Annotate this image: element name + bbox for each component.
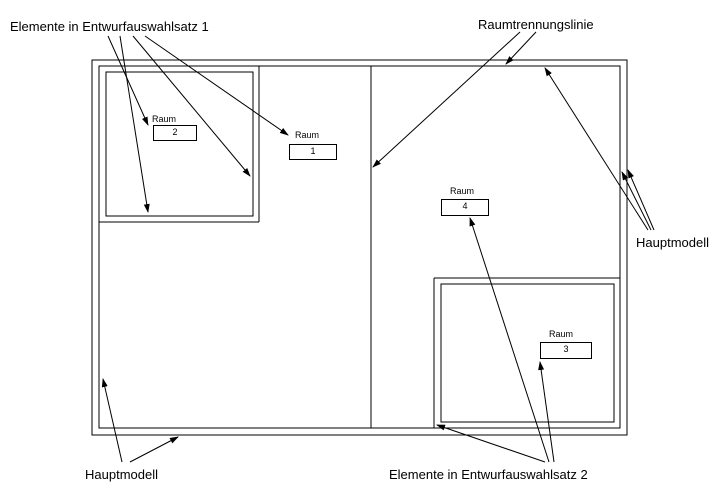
leader-hauptmodell-right <box>545 68 654 230</box>
leader-hauptmodell-bottom <box>103 379 178 462</box>
caption-elemente-in-entwurfauswahlsatz-1: Elemente in Entwurfauswahlsatz 1 <box>10 19 209 34</box>
room-3-number: 3 <box>540 342 592 359</box>
caption-hauptmodell-bottom: Hauptmodell <box>85 467 158 482</box>
room-4-number: 4 <box>441 199 489 216</box>
room-1-number: 1 <box>289 144 337 160</box>
room-4-name: Raum <box>450 186 475 196</box>
caption-elemente-in-entwurfauswahlsatz-2: Elemente in Entwurfauswahlsatz 2 <box>389 467 588 482</box>
room-1-name: Raum <box>295 130 320 140</box>
room-2-name: Raum <box>152 114 177 124</box>
room-3-name: Raum <box>549 329 574 339</box>
caption-raumtrennungslinie: Raumtrennungslinie <box>478 17 594 32</box>
leader-elemente-2 <box>437 218 554 462</box>
entwurfauswahlsatz-2-region <box>434 278 620 428</box>
caption-hauptmodell-right: Hauptmodell <box>636 235 709 250</box>
leader-elemente-1 <box>108 36 288 212</box>
leader-raumtrennungslinie <box>373 32 536 167</box>
entwurfauswahlsatz-1-region <box>99 66 259 222</box>
room-2-number: 2 <box>153 125 197 141</box>
